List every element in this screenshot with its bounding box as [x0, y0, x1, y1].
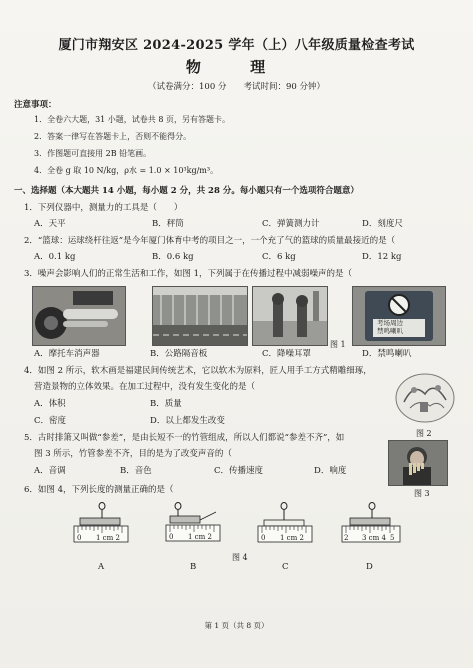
photo-noise-earmuffs [252, 286, 328, 346]
q1-option-b[interactable]: B．秤筒 [152, 219, 184, 229]
q4-option-c[interactable]: C．密度 [34, 416, 67, 426]
ruler-b-scale: 1 cm 2 [188, 533, 212, 541]
ruler-b-zero: 0 [169, 533, 174, 541]
q2-option-d[interactable]: D．12 kg [362, 252, 402, 262]
photo-cork-painting [394, 372, 456, 424]
section-heading: 一、选择题（本大题共 14 小题，每小题 2 分，共 28 分。每小题只有一个选项符合题意） [14, 186, 359, 196]
q3-option-d[interactable]: D．禁鸣喇叭 [362, 349, 412, 359]
page-footer: 第 1 页（共 8 页） [204, 621, 269, 630]
q1-option-c[interactable]: C．弹簧测力计 [262, 219, 320, 229]
exam-subject: 物 理 [185, 58, 288, 76]
question-4-stem-2: 营造景物的立体效果。在加工过程中，没有发生变化的是（ [34, 382, 256, 392]
question-6-stem: 6．如图 4，下列长度的测量正确的是（ [24, 485, 174, 495]
exam-title: 厦门市翔安区 2024-2025 学年（上）八年级质量检查考试 [58, 38, 415, 53]
ruler-d-scale: 3 cm 4 [362, 534, 386, 542]
question-5-stem-2: 图 3 所示，竹管参差不齐，目的是为了改变声音的（ [34, 449, 232, 459]
q5-option-a[interactable]: A．音调 [34, 466, 66, 476]
q5-option-d[interactable]: D．响度 [314, 466, 347, 476]
ruler-a-zero: 0 [77, 534, 82, 542]
ruler-d-start: 2 [344, 534, 349, 542]
photo-motorcycle-muffler [32, 286, 126, 346]
question-1-stem: 1．下列仪器中，测量力的工具是（ ） [24, 203, 183, 213]
photo-sound-barrier [152, 286, 248, 346]
ruler-diagram-a [72, 500, 132, 554]
q6-option-a[interactable]: A [98, 562, 105, 572]
question-3-stem: 3．噪声会影响人们的正常生活和工作，如图 1，下列属于在传播过程中减弱噪声的是（ [24, 269, 353, 279]
ruler-diagram-d [340, 500, 404, 554]
question-4-stem-1: 4．如图 2 所示，软木画是福建民间传统艺术，它以软木为原料，匠人用手工方式精雕细琢， [24, 366, 372, 376]
notes-heading: 注意事项： [14, 100, 57, 110]
figure-4-label: 图 4 [232, 553, 248, 562]
q2-option-c[interactable]: C．6 kg [262, 252, 296, 262]
q2-option-b[interactable]: B．0.6 kg [152, 252, 194, 262]
figure-1-label: 图 1 [330, 340, 346, 349]
ruler-a-scale: 1 cm 2 [96, 534, 120, 542]
photo-no-honking-sign [352, 286, 446, 346]
photo-panpipe-player [388, 440, 448, 486]
question-2-stem: 2．“篮球：运球绕杆往返”是今年厦门体育中考的项目之一，一个充了气的篮球的质量最接近的是（ [24, 236, 396, 246]
exam-info: （试卷满分：100 分 考试时间：90 分钟） [148, 82, 325, 92]
ruler-c-zero: 0 [261, 534, 266, 542]
note-item: 4．全卷 g 取 10 N/kg，ρ水 = 1.0 × 10³kg/m³。 [34, 166, 219, 175]
q4-option-a[interactable]: A．体积 [34, 399, 66, 409]
q1-option-d[interactable]: D．刻度尺 [362, 219, 403, 229]
q2-option-a[interactable]: A．0.1 kg [34, 252, 76, 262]
note-item: 3．作图题可直接用 2B 铅笔画。 [34, 149, 152, 158]
q6-option-c[interactable]: C [282, 562, 289, 572]
q3-option-b[interactable]: B．公路隔音板 [150, 349, 208, 359]
figure-3-label: 图 3 [414, 489, 430, 498]
q5-option-c[interactable]: C．传播速度 [214, 466, 264, 476]
q6-option-d[interactable]: D [366, 562, 373, 572]
q5-option-b[interactable]: B．音色 [120, 466, 152, 476]
note-item: 1．全卷六大题，31 小题，试卷共 8 页，另有答题卡。 [34, 115, 230, 124]
q6-option-b[interactable]: B [190, 562, 197, 572]
q4-option-d[interactable]: D．以上都发生改变 [150, 416, 225, 426]
q1-option-a[interactable]: A．天平 [34, 219, 66, 229]
sign-text: 考场周边 禁鸣喇叭 [377, 319, 403, 335]
note-item: 2．答案一律写在答题卡上，否则不能得分。 [34, 132, 192, 141]
q3-option-a[interactable]: A．摩托车消声器 [34, 349, 100, 359]
figure-2-label: 图 2 [416, 429, 432, 438]
ruler-c-scale: 1 cm 2 [280, 534, 304, 542]
ruler-diagram-b [164, 498, 224, 554]
ruler-diagram-c [256, 500, 316, 554]
q4-option-b[interactable]: B．质量 [150, 399, 182, 409]
ruler-d-end: 5 [390, 534, 395, 542]
question-5-stem-1: 5．古时排箫又叫做“参差”，是由长短不一的竹管组成，所以人们都说“参差不齐”，如 [24, 433, 345, 443]
q3-option-c[interactable]: C．降噪耳罩 [262, 349, 312, 359]
